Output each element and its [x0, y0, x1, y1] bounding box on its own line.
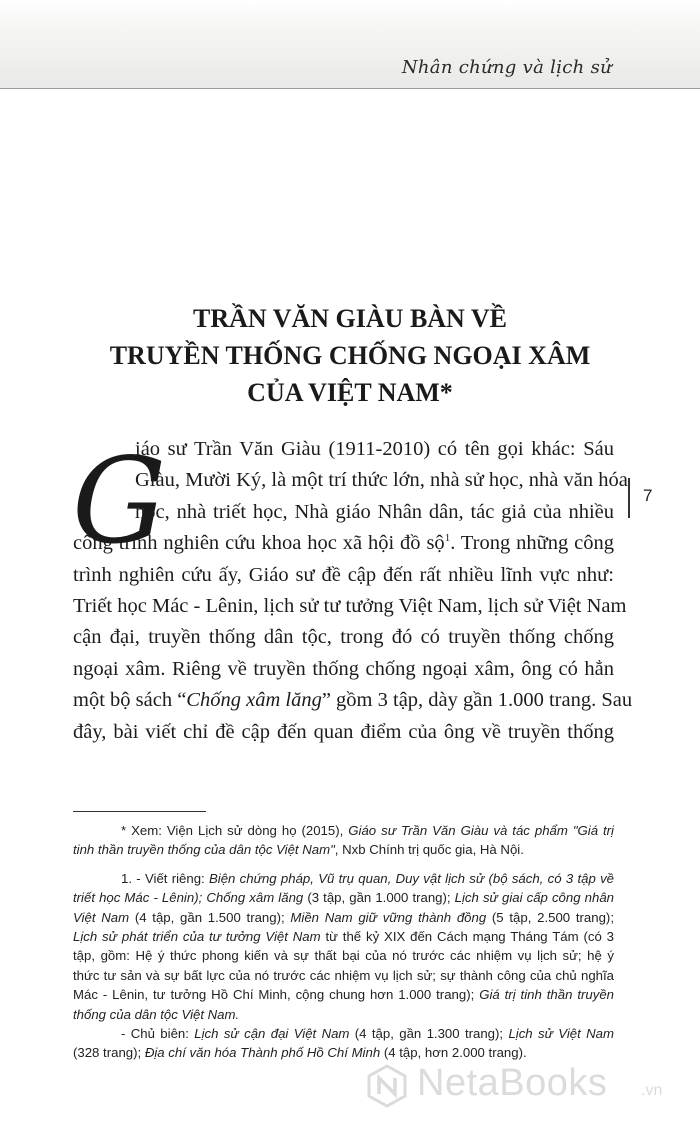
footnote-rule	[73, 811, 206, 812]
footnote-italic: tinh thần truyền thống của dân tộc Việt Nam"	[73, 842, 335, 858]
footnote-text: 1. - Viết riêng:	[121, 870, 209, 886]
body-line: Triết học Mác - Lênin, lịch sử tư tưởng Việt Nam, lịch sử Việt Nam	[73, 595, 627, 618]
footnote-italic: Lịch sử giai cấp công nhân	[454, 890, 614, 906]
footnotes	[73, 821, 614, 1063]
header-rule	[0, 88, 700, 89]
book-title-italic: Chống xâm lăng	[186, 689, 322, 712]
footnote-italic: thống của dân tộc Việt Nam.	[73, 1006, 240, 1022]
page-number-box	[628, 478, 700, 518]
footnote-italic: Lịch sử cận đại Việt Nam	[194, 1026, 350, 1042]
footnote-italic: Giáo sư Trần Văn Giàu và tác phẩm "Giá trị	[348, 823, 614, 838]
footnote-1-line	[73, 1024, 614, 1043]
footnote-italic: Lịch sử Việt Nam	[508, 1026, 614, 1042]
body-line: iáo sư Trần Văn Giàu (1911-2010) có tên gọi khác: Sáu	[135, 438, 614, 460]
footnote-1-line: tập, gồm: Hệ ý thức phong kiến và sự thất bại của nó trước các nhiệm vụ lịch sử; hệ ý	[73, 948, 614, 964]
footnote-1-line	[73, 927, 614, 946]
footnote-star-line	[73, 821, 614, 840]
footnote-text: (328 trang);	[73, 1045, 145, 1061]
body-text-run: một bộ sách “	[73, 689, 187, 712]
body-line	[73, 528, 614, 559]
body-line: cận đại, truyền thống dân tộc, trong đó có truyền thống chống	[73, 626, 614, 649]
footnote-italic: Giá trị tinh thần truyền	[479, 987, 614, 1003]
footnote-gap	[73, 860, 614, 869]
footnote-text: - Chủ biên:	[121, 1026, 195, 1042]
body-line: trình nghiên cứu ấy, Giáo sư đề cập đến rất nhiều lĩnh vực như:	[73, 563, 614, 586]
body-line: Giàu, Mười Ký, là một trí thức lớn, nhà sử học, nhà văn hóa	[135, 469, 628, 492]
title-line-2: TRUYỀN THỐNG CHỐNG NGOẠI XÂM	[109, 341, 591, 370]
footnote-1-line: thức tư sản và sự bất lực của nó trước các nhiệm vụ lịch sử; sự thành công của chủ nghĩa	[73, 967, 614, 983]
footnote-italic: Địa chí văn hóa Thành phố Hồ Chí Minh	[144, 1045, 381, 1061]
footnote-1-line	[73, 888, 614, 907]
footnote-1-line	[73, 869, 614, 888]
footnote-1-line	[73, 908, 614, 927]
body-text-run: công trình nghiên cứu khoa học xã hội đồ sộ	[73, 532, 445, 555]
footnote-italic: Việt Nam	[73, 909, 130, 925]
body-paragraph	[73, 434, 633, 748]
netabooks-logo-icon	[365, 1064, 409, 1108]
chapter-title	[0, 300, 700, 411]
footnote-italic: Miền Nam giữ vững thành đồng	[290, 909, 487, 925]
footnote-text: Mác - Lênin, tư tưởng Hồ Chí Minh, cộng chung hơn 1.000 trang);	[73, 987, 480, 1003]
footnote-text: * Xem: Viện Lịch sử dòng họ (2015),	[121, 823, 349, 838]
footnote-text: (4 tập, gần 1.300 trang);	[349, 1026, 509, 1042]
watermark	[365, 1058, 695, 1114]
title-line-3: CỦA VIỆT NAM*	[247, 378, 453, 407]
footnote-star-line	[73, 840, 614, 859]
footnote-text: (4 tập, gần 1.500 trang);	[129, 909, 291, 925]
body-line	[73, 685, 633, 716]
title-line-1: TRẦN VĂN GIÀU BÀN VỀ	[193, 304, 507, 333]
footnote-1-line	[73, 1005, 614, 1024]
footnote-text: , Nxb Chính trị quốc gia, Hà Nội.	[334, 842, 524, 858]
dropcap-letter: G	[72, 432, 167, 570]
page-number: 7	[643, 486, 653, 505]
body-text-run: . Trong những công	[450, 532, 614, 555]
footnote-italic: Lịch sử phát triển của tư tưởng Việt Nam	[73, 929, 321, 945]
watermark-suffix: .vn	[641, 1082, 663, 1099]
body-line: ngoại xâm. Riêng về truyền thống chống ngoại xâm, ông có hẳn	[73, 657, 614, 680]
running-head: Nhân chứng và lịch sử	[401, 57, 612, 78]
footnote-text: từ thế kỷ XIX đến Cách mạng Tháng Tám (có 3	[320, 929, 614, 945]
footnote-text: (3 tập, gần 1.000 trang);	[303, 890, 455, 906]
watermark-brand: NetaBooks	[417, 1062, 608, 1104]
footnote-italic: triết học Mác - Lênin); Chống xâm lăng	[73, 890, 304, 906]
footnote-1-line	[73, 985, 614, 1004]
body-line: đây, bài viết chỉ đề cập đến quan điểm của ông về truyền thống	[73, 720, 614, 743]
body-text-run: ” gồm 3 tập, dày gần 1.000 trang. Sau	[321, 689, 633, 712]
footnote-reference: 1	[444, 532, 451, 545]
footnote-text: (5 tập, 2.500 trang);	[486, 909, 614, 925]
body-line: học, nhà triết học, Nhà giáo Nhân dân, tác giả của nhiều	[135, 500, 614, 523]
footnote-italic: Biện chứng pháp, Vũ trụ quan, Duy vật lịch sử (bộ sách, có 3 tập về	[209, 870, 614, 886]
footnote-text: (4 tập, hơn 2.000 trang).	[380, 1045, 527, 1061]
